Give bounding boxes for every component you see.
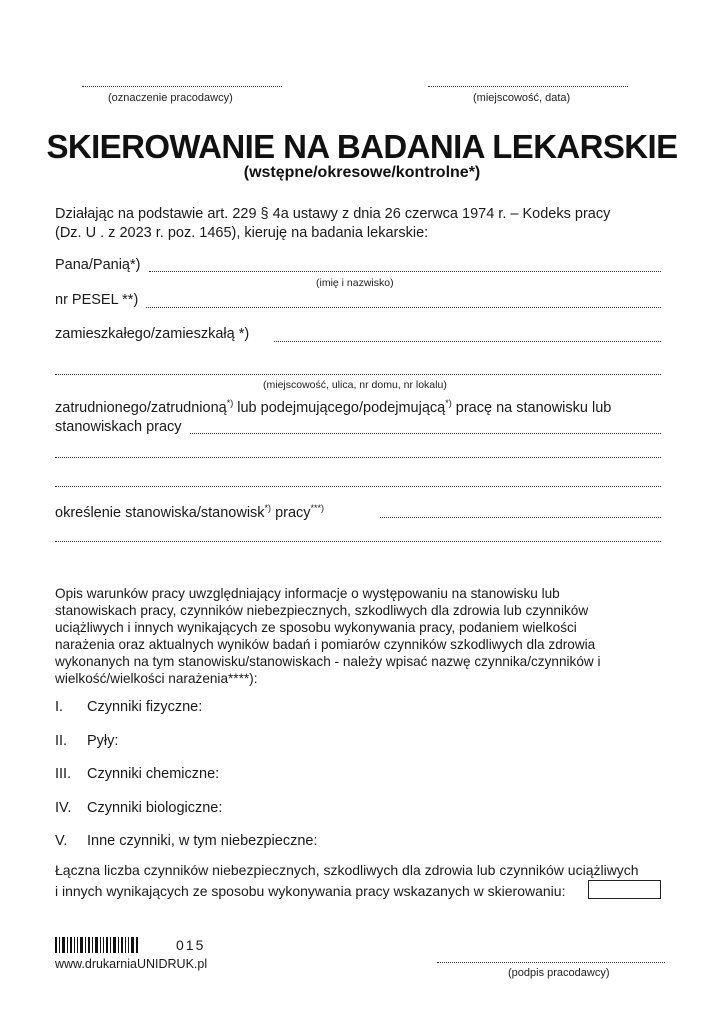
- signature-line[interactable]: [437, 962, 665, 963]
- pesel-field[interactable]: [146, 307, 661, 308]
- position-text-b: pracy: [271, 504, 311, 521]
- factor-label: Czynniki fizyczne:: [87, 699, 203, 715]
- conditions-line-2: stanowiskach pracy, czynników niebezpiecznych, szkodliwych dla zdrowia lub czynników: [55, 603, 589, 618]
- factor-other[interactable]: [55, 833, 318, 849]
- workplace-field-3[interactable]: [55, 486, 661, 487]
- form-number: 015: [176, 937, 206, 953]
- address-field-2[interactable]: [55, 374, 661, 375]
- factor-label: Inne czynniki, w tym niebezpieczne:: [87, 833, 318, 849]
- position-label: [55, 503, 324, 521]
- position-sup-1: *): [264, 503, 272, 513]
- employment-line-1: [55, 398, 611, 416]
- factor-label: Czynniki chemiczne:: [87, 766, 220, 782]
- factor-number: IV.: [55, 800, 72, 816]
- factor-number: V.: [55, 833, 68, 849]
- factor-physical[interactable]: [55, 699, 202, 715]
- barcode-icon: [55, 937, 167, 953]
- factor-label: Pyły:: [87, 733, 119, 749]
- employer-caption: (oznaczenie pracodawcy): [108, 92, 233, 104]
- total-line-2: i innych wynikających ze sposobu wykonywania pracy wskazanych w skierowaniu:: [55, 883, 566, 899]
- printer-website: www.drukarniaUNIDRUK.pl: [55, 957, 208, 971]
- intro-line-2: (Dz. U . z 2023 r. poz. 1465), kieruję na badania lekarskie:: [55, 225, 429, 241]
- workplace-field-2[interactable]: [55, 457, 661, 458]
- conditions-line-3: uciążliwych i innych wynikających ze sposobu wykonywania pracy, podaniem wielkości: [55, 620, 577, 635]
- conditions-line-6: wielkość/wielkości narażenia****):: [55, 671, 258, 686]
- employment-sup-1: *): [226, 398, 234, 408]
- person-label: Pana/Panią*): [55, 257, 141, 273]
- conditions-line-4: narażenia oraz aktualnych wyników badań i pomiarów czynników szkodliwych dla zdrowia: [55, 637, 596, 652]
- address-field-1[interactable]: [274, 341, 661, 342]
- document-title: SKIEROWANIE NA BADANIA LEKARSKIE: [46, 128, 678, 165]
- person-name-field[interactable]: [149, 271, 661, 272]
- signature-caption: (podpis pracodawcy): [508, 967, 610, 979]
- employment-text-c: pracę na stanowisku lub: [451, 399, 612, 416]
- address-caption: (miejscowość, ulica, nr domu, nr lokalu): [263, 379, 447, 391]
- place-date-line[interactable]: [428, 86, 628, 87]
- factor-number: III.: [55, 766, 72, 782]
- employment-text-a: zatrudnionego/zatrudnioną: [55, 399, 227, 416]
- pesel-label: nr PESEL **): [55, 292, 139, 308]
- conditions-line-5: wykonanych na tym stanowisku/stanowiskach - należy wpisać nazwę czynnika/czynników i: [55, 654, 601, 669]
- position-sup-2: ***): [310, 503, 325, 513]
- address-label: zamieszkałego/zamieszkałą *): [55, 326, 250, 342]
- factor-biological[interactable]: [55, 800, 222, 816]
- person-caption: (imię i nazwisko): [316, 277, 394, 289]
- total-line-1: Łączna liczba czynników niebezpiecznych, szkodliwych dla zdrowia lub czynników uciążliwych: [55, 862, 639, 878]
- employment-sup-2: *): [445, 398, 452, 408]
- factor-chemical[interactable]: [55, 766, 219, 782]
- factor-number: II.: [55, 733, 68, 749]
- factor-label: Czynniki biologiczne:: [87, 800, 223, 816]
- conditions-description: [55, 585, 667, 687]
- position-text-a: określenie stanowiska/stanowisk: [55, 504, 265, 521]
- workplace-field-1[interactable]: [190, 433, 661, 434]
- position-field-2[interactable]: [55, 541, 661, 542]
- place-date-caption: (miejscowość, data): [473, 92, 571, 104]
- employment-line-2: stanowiskach pracy: [55, 419, 182, 435]
- total-count-box[interactable]: [588, 880, 661, 899]
- document-subtitle: (wstępne/okresowe/kontrolne*): [243, 164, 481, 181]
- factor-dust[interactable]: [55, 733, 118, 749]
- factor-number: I.: [55, 699, 64, 715]
- conditions-line-1: Opis warunków pracy uwzględniający informacje o występowaniu na stanowisku lub: [55, 586, 560, 601]
- intro-line-1: Działając na podstawie art. 229 § 4a ustawy z dnia 26 czerwca 1974 r. – Kodeks pracy: [55, 206, 611, 222]
- employer-line[interactable]: [82, 86, 282, 87]
- employment-text-b: lub podejmującego/podejmującą: [233, 399, 446, 416]
- position-field-1[interactable]: [380, 517, 661, 518]
